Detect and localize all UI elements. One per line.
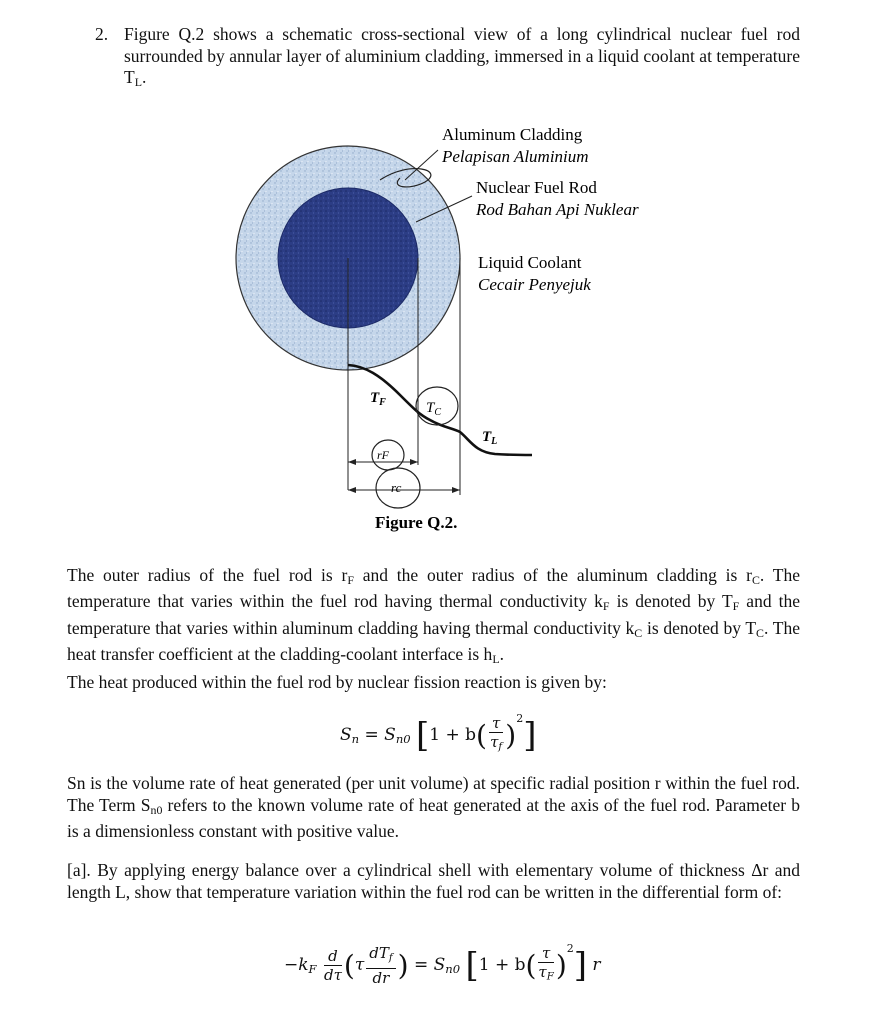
eq2-bracket-open: [ xyxy=(465,945,479,986)
eq1-lhs-sub: n xyxy=(351,731,360,746)
eq1-den: $\tau_f$ xyxy=(490,733,503,753)
def-text-6: is denoted by T xyxy=(642,617,757,638)
eq2-d-num: d xyxy=(324,947,342,966)
figure-q2 xyxy=(220,110,680,540)
eq1-paren-open: ( xyxy=(476,719,487,752)
intro-end: . xyxy=(141,67,147,87)
sn-sub-1: n0 xyxy=(150,802,163,817)
def-sub-3: F xyxy=(602,599,610,614)
eq2-one-plus-b: 1 + b xyxy=(478,955,526,975)
paragraph-heat: The heat produced within the fuel rod by nuclear fission reaction is given by: xyxy=(67,672,607,692)
def-text-7: . The heat transfer coefficient at the cladding-coolant interface is h xyxy=(67,617,800,665)
label-rc: rc xyxy=(391,480,402,495)
eq2-num: τ xyxy=(538,944,553,963)
eq1-num: τ xyxy=(489,714,503,733)
def-sub-6: C xyxy=(756,625,764,640)
eq2-dt-den: dr xyxy=(372,968,390,987)
eq2-inner-paren-close: ) xyxy=(555,949,567,982)
label-fuel-en: Nuclear Fuel Rod xyxy=(476,178,597,197)
def-sub-2: C xyxy=(751,572,760,587)
def-text-3: . The temperature that varies within the fuel rod having thermal conductivity k xyxy=(67,565,800,612)
def-sub-4: F xyxy=(732,599,740,614)
label-rf: rF xyxy=(377,448,389,462)
eq1-fraction xyxy=(489,714,503,757)
def-sub-5: C xyxy=(634,625,643,640)
equation-differential xyxy=(284,942,601,987)
intro-text: Figure Q.2 shows a schematic cross-sectional view of a long cylindrical nuclear fuel rod surrounded by annular layer of aluminium cladding, immersed in a liquid coolant at temperature T xyxy=(124,24,800,87)
eq1-lhs: S xyxy=(340,725,352,745)
label-fuel-ms: Rod Bahan Api Nuklear xyxy=(476,200,639,219)
eq2-s0-sub: n0 xyxy=(445,961,461,976)
def-text-2: and the outer radius of the aluminum cladding is r xyxy=(353,565,752,585)
eq2-dt-fraction xyxy=(366,944,395,987)
question-intro xyxy=(124,24,800,93)
figure-caption: Figure Q.2. xyxy=(375,513,458,532)
eq1-equals: = xyxy=(364,725,379,745)
equation-heat-generation xyxy=(340,712,536,757)
def-sub-1: F xyxy=(347,572,354,587)
eq2-den: $\tau_F$ xyxy=(538,963,554,983)
eq2-power: 2 xyxy=(566,942,574,955)
eq2-k-sub: F xyxy=(308,961,317,976)
rf-arrow-right xyxy=(410,459,418,465)
eq2-d-fraction xyxy=(324,947,342,984)
paragraph-definitions xyxy=(67,565,800,671)
eq1-s0: S xyxy=(384,725,396,745)
eq2-equals: = xyxy=(413,955,429,975)
tc-circle xyxy=(416,387,458,425)
eq2-tau: τ xyxy=(354,955,365,975)
paragraph-part-a: [a]. By applying energy balance over a cylindrical shell with elementary volume of thickness Δr and length L, show that temperature variation within the fuel rod can be written in the differential form of: xyxy=(67,860,800,902)
def-text-5: and the temperature that varies within aluminum cladding having thermal conductivity k xyxy=(67,591,800,638)
eq2-minus-k: −k xyxy=(284,955,309,975)
sn-text-1: Sn is the volume rate of heat generated (per unit volume) at specific radial position r within the fuel rod. The Term S xyxy=(67,773,800,815)
eq1-paren-close: ) xyxy=(505,719,517,752)
def-text-1: The outer radius of the fuel rod is r xyxy=(67,565,348,585)
eq1-bracket-close: ] xyxy=(523,715,537,756)
def-text-4: is denoted by T xyxy=(609,591,733,612)
label-cladding-ms: Pelapisan Aluminium xyxy=(442,147,589,166)
def-sub-7: L xyxy=(492,652,500,667)
eq1-s0-sub: n0 xyxy=(395,731,411,746)
rc-arrow-right xyxy=(452,487,460,493)
eq2-s0: S xyxy=(433,955,446,975)
def-text-8: . xyxy=(499,644,504,665)
eq1-bracket-open: [ xyxy=(416,715,430,756)
eq2-tau-fraction xyxy=(538,944,553,987)
question-number: 2. xyxy=(95,24,109,44)
sn-text-2: refers to the known volume rate of heat generated at the axis of the fuel rod. Parameter b is a dimensionless constant with positive value. xyxy=(67,794,800,841)
eq1-power: 2 xyxy=(516,712,524,725)
rf-arrow-left xyxy=(348,459,356,465)
eq2-paren-close: ) xyxy=(397,949,409,982)
eq2-d-den: dτ xyxy=(323,966,342,984)
eq2-r: r xyxy=(592,955,601,975)
eq2-paren-open: ( xyxy=(343,949,355,982)
eq2-inner-paren-open: ( xyxy=(525,949,537,982)
label-coolant-ms: Cecair Penyejuk xyxy=(478,275,591,294)
label-cladding-en: Aluminum Cladding xyxy=(442,125,583,144)
rc-arrow-left xyxy=(348,487,356,493)
intro-sub: L xyxy=(134,74,142,89)
label-tl: $T_L$ xyxy=(482,429,498,447)
eq2-dt-num: $dT_f$ xyxy=(366,944,395,969)
label-coolant-en: Liquid Coolant xyxy=(478,253,582,272)
label-tf: $T_F$ xyxy=(370,390,386,408)
eq1-one-plus-b: 1 + b xyxy=(429,725,477,745)
eq2-bracket-close: ] xyxy=(573,945,588,986)
paragraph-sn-definition xyxy=(67,773,800,842)
label-tc: $T_C$ xyxy=(426,400,442,418)
